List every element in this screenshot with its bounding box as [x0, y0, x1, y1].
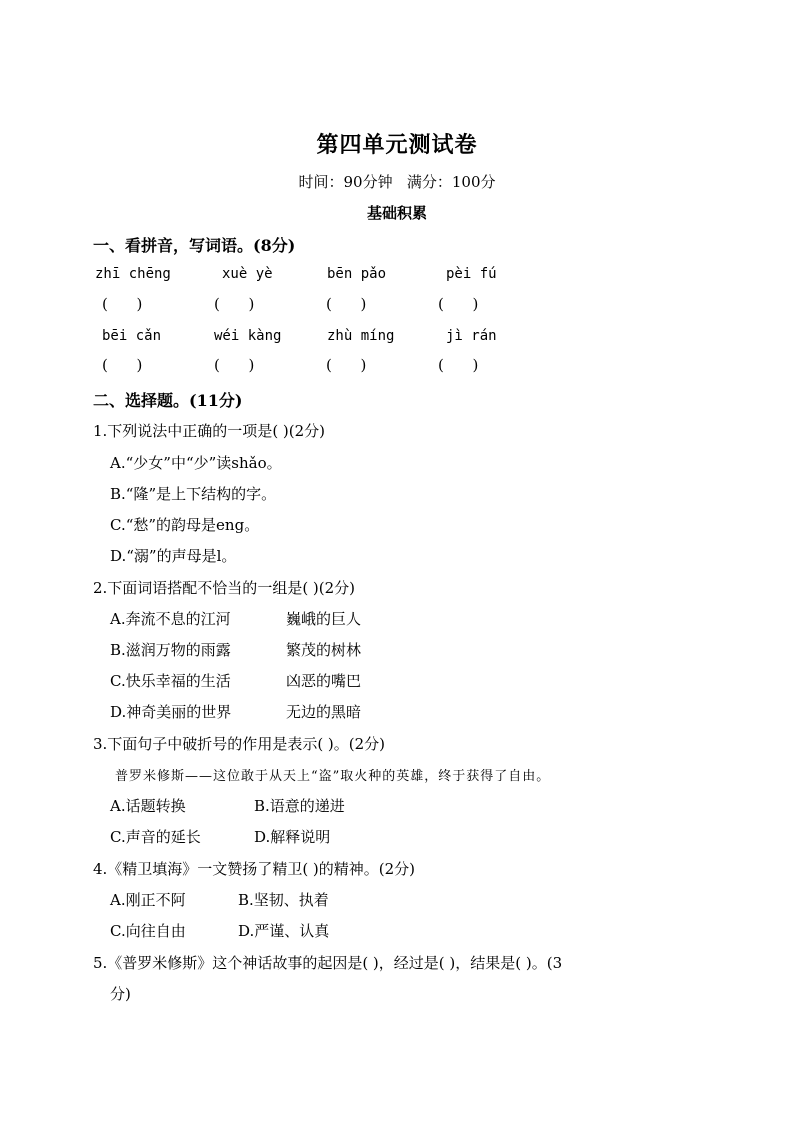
answer-blank-3[interactable]: ( )	[326, 295, 367, 313]
q3-option-d: D.解释说明	[254, 828, 331, 846]
q2-option-a: A.奔流不息的江河	[110, 610, 231, 628]
answer-blank-2[interactable]: ( )	[214, 295, 255, 313]
q4-option-c: C.向往自由	[110, 922, 186, 940]
q4-stem: 4.《精卫填海》一文赞扬了精卫( )的精神。(2分)	[93, 860, 416, 878]
q2-option-a-pair: 巍峨的巨人	[286, 610, 362, 628]
q4-option-a: A.刚正不阿	[110, 891, 186, 909]
q1-option-a: A.“少女”中“少”读shǎo。	[110, 454, 282, 472]
answer-blank-7[interactable]: ( )	[326, 356, 367, 374]
pinyin-2: xuè yè	[222, 266, 273, 282]
answer-blank-8[interactable]: ( )	[438, 356, 479, 374]
q3-quote: 普罗米修斯——这位敢于从天上“盗”取火种的英雄，终于获得了自由。	[115, 769, 551, 784]
q1-option-b: B.“隆”是上下结构的字。	[110, 485, 277, 503]
section-label: 基础积累	[366, 204, 427, 222]
q4-option-d: D.严谨、认真	[238, 922, 330, 940]
page-title: 第四单元测试卷	[316, 132, 478, 158]
q2-option-d-pair: 无边的黑暗	[286, 703, 362, 721]
answer-blank-4[interactable]: ( )	[438, 295, 479, 313]
q4-option-b: B.坚韧、执着	[238, 891, 329, 909]
q1-option-c: C.“愁”的韵母是eng。	[110, 516, 260, 534]
q1-option-d: D.“溺”的声母是l。	[110, 547, 237, 565]
q2-stem: 2.下面词语搭配不恰当的一组是( )(2分)	[93, 579, 356, 597]
q3-option-b: B.语意的递进	[254, 797, 345, 815]
q1-stem: 1.下列说法中正确的一项是( )(2分)	[93, 422, 326, 440]
part2-heading: 二、选择题。(11分)	[93, 391, 243, 410]
part1-heading: 一、看拼音，写词语。(8分)	[93, 236, 296, 255]
q2-option-b-pair: 繁茂的树林	[286, 641, 362, 659]
pinyin-5: bēi cǎn	[102, 328, 162, 344]
pinyin-3: bēn pǎo	[327, 266, 387, 282]
q3-stem: 3.下面句子中破折号的作用是表示( )。(2分)	[93, 735, 386, 753]
answer-blank-5[interactable]: ( )	[102, 356, 143, 374]
pinyin-1: zhī chēng	[95, 266, 171, 282]
pinyin-7: zhù míng	[327, 328, 395, 344]
answer-blank-6[interactable]: ( )	[214, 356, 255, 374]
q3-option-c: C.声音的延长	[110, 828, 201, 846]
q2-option-b: B.滋润万物的雨露	[110, 641, 231, 659]
q3-option-a: A.话题转换	[110, 797, 186, 815]
q2-option-d: D.神奇美丽的世界	[110, 703, 232, 721]
q5-stem-continued: 分)	[110, 985, 131, 1003]
q2-option-c-pair: 凶恶的嘴巴	[286, 672, 362, 690]
pinyin-6: wéi kàng	[214, 328, 282, 344]
pinyin-8: jì rán	[446, 328, 497, 344]
q5-stem: 5.《普罗米修斯》这个神话故事的起因是( )，经过是( )，结果是( )。(3	[93, 954, 563, 972]
pinyin-4: pèi fú	[446, 266, 497, 282]
q2-option-c: C.快乐幸福的生活	[110, 672, 231, 690]
exam-meta: 时间：90分钟 满分：100分	[298, 173, 496, 191]
answer-blank-1[interactable]: ( )	[102, 295, 143, 313]
